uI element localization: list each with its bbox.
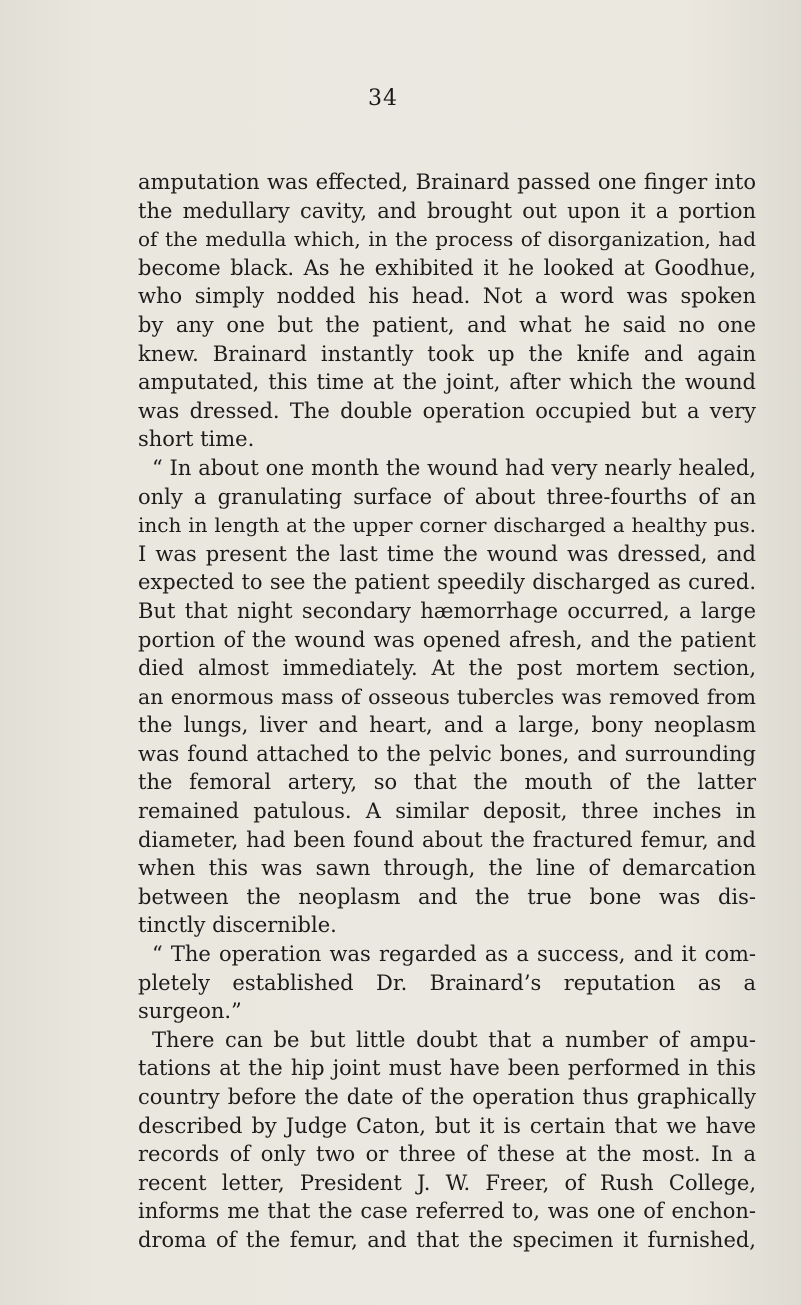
text-line: short time.	[138, 427, 255, 452]
text-line: country before the date of the operation thus graphically	[138, 1085, 756, 1109]
text-line: diameter, had been found about the fractured femur, and	[138, 827, 756, 852]
text-line: by any one but the patient, and what he said no one	[138, 312, 756, 337]
text-line: only a granulating surface of about three-fourths of an	[138, 484, 756, 509]
text-line: of the medulla which, in the process of disorganization, had	[138, 227, 756, 252]
text-line: I was present the last time the wound was dressed, and	[138, 541, 756, 566]
text-line: knew. Brainard instantly took up the knife and again	[138, 341, 756, 366]
body-text	[138, 168, 756, 1255]
text-line: died almost immediately. At the post mortem section,	[138, 656, 756, 681]
text-line: remained patulous. A similar deposit, three inches in	[138, 799, 756, 824]
text-line: amputation was effected, Brainard passed one finger into	[138, 170, 756, 194]
text-line: inch in length at the upper corner discharged a healthy pus.	[138, 513, 756, 538]
text-line: recent letter, President J. W. Freer, of Rush College,	[138, 1170, 756, 1195]
text-line: But that night secondary hæmorrhage occurred, a large	[138, 598, 756, 623]
text-line: when this was sawn through, the line of demarcation	[138, 856, 756, 881]
text-line: who simply nodded his head. Not a word was spoken	[138, 284, 756, 309]
text-line: surgeon.”	[138, 999, 242, 1024]
text-line: informs me that the case referred to, was one of enchon-	[138, 1199, 756, 1224]
text-line: There can be but little doubt that a number of ampu-	[152, 1027, 756, 1052]
text-line: between the neoplasm and the true bone was dis-	[138, 884, 756, 909]
text-line: was dressed. The double operation occupied but a very	[138, 398, 756, 423]
text-line: expected to see the patient speedily discharged as cured.	[138, 570, 756, 595]
text-line: records of only two or three of these at the most. In a	[138, 1142, 756, 1167]
text-line: “ The operation was regarded as a success, and it com-	[152, 942, 756, 967]
text-line: the lungs, liver and heart, and a large, bony neoplasm	[138, 713, 756, 738]
text-line: droma of the femur, and that the specimen it furnished,	[138, 1227, 756, 1252]
page-number: 34	[368, 86, 398, 111]
text-line: an enormous mass of osseous tubercles was removed from	[138, 684, 756, 709]
text-line: the medullary cavity, and brought out upon it a portion	[138, 198, 756, 223]
text-line: “ In about one month the wound had very nearly healed,	[152, 455, 756, 480]
text-line: was found attached to the pelvic bones, and surrounding	[138, 741, 756, 766]
text-line: amputated, this time at the joint, after which the wound	[138, 370, 756, 395]
text-line: portion of the wound was opened afresh, and the patient	[138, 627, 756, 652]
text-line: tinctly discernible.	[138, 913, 337, 938]
text-line: tations at the hip joint must have been performed in this	[138, 1056, 756, 1081]
text-line: become black. As he exhibited it he looked at Goodhue,	[138, 255, 756, 280]
text-line: the femoral artery, so that the mouth of the latter	[138, 770, 756, 795]
text-line: pletely established Dr. Brainard’s reputation as a	[138, 970, 756, 995]
text-line: described by Judge Caton, but it is certain that we have	[138, 1113, 756, 1138]
